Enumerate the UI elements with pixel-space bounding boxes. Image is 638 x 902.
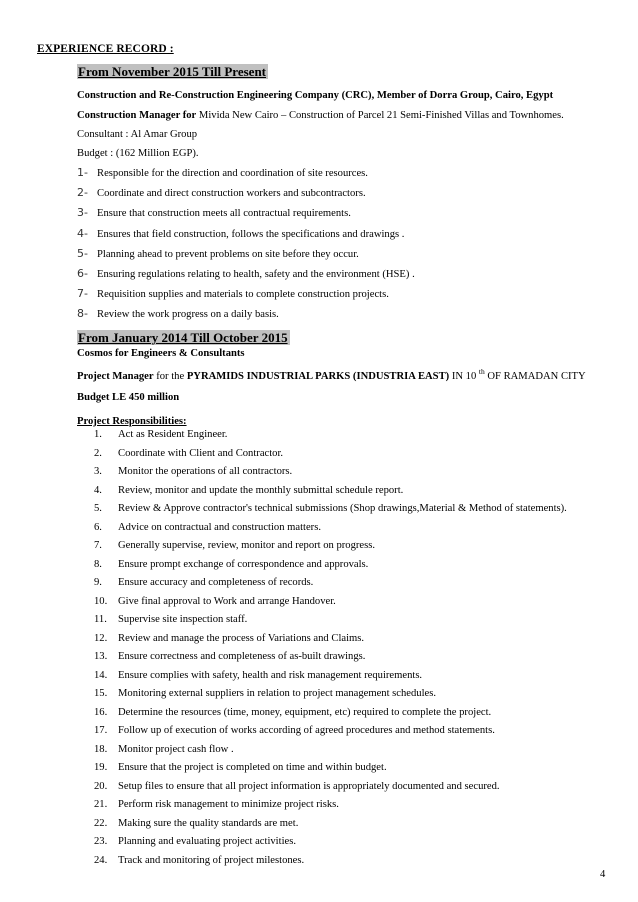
responsibility-number: 18. (94, 743, 108, 755)
duty-number: 4- (77, 226, 88, 240)
responsibility-item (94, 428, 227, 441)
duty-text: Requisition supplies and materials to complete construction projects. (97, 289, 389, 301)
job1-period: From November 2015 Till Present (78, 64, 266, 79)
duty-item (77, 307, 279, 321)
job2-period: From January 2014 Till October 2015 (78, 330, 288, 345)
responsibility-text: Monitor project cash flow . (118, 743, 234, 755)
responsibility-item (94, 780, 500, 793)
responsibility-number: 1. (94, 429, 102, 440)
responsibility-item (94, 743, 234, 756)
responsibility-number: 20. (94, 780, 108, 792)
responsibility-item (94, 484, 403, 497)
duty-item (77, 247, 359, 261)
responsibility-text: Act as Resident Engineer. (118, 429, 228, 440)
responsibility-number: 19. (94, 762, 108, 773)
responsibility-item (94, 669, 422, 682)
job2-role-title: Project Manager (77, 371, 154, 382)
duty-item (77, 166, 368, 180)
job2-resp-heading: Project Responsibilities: (77, 416, 187, 427)
job2-role-mid: for the (153, 371, 187, 382)
duty-number: 7- (77, 287, 88, 301)
duty-text: Ensuring regulations relating to health, safety and the environment (HSE) . (97, 269, 415, 280)
responsibility-text: Coordinate with Client and Contractor. (118, 447, 284, 459)
responsibility-number: 15. (94, 688, 108, 699)
responsibility-text: Track and monitoring of project milestones. (118, 854, 305, 866)
duty-item (77, 227, 404, 241)
responsibility-item (94, 854, 304, 867)
responsibility-item (94, 650, 365, 663)
responsibility-text: Advice on contractual and construction matters. (118, 521, 321, 533)
job2-role-in: IN 10 (449, 371, 479, 382)
responsibility-item (94, 798, 339, 811)
duty-text: Responsible for the direction and coordination of site resources. (97, 168, 368, 179)
responsibility-item (94, 521, 321, 534)
responsibility-text: Planning and evaluating project activities. (118, 836, 296, 847)
page-number: 4 (600, 869, 606, 880)
responsibility-number: 24. (94, 854, 108, 866)
responsibility-number: 6. (94, 521, 102, 533)
duty-number: 2- (77, 186, 88, 200)
job2-role-sup: th (478, 367, 485, 376)
job1-role-title: Construction Manager for (77, 110, 197, 121)
responsibility-item (94, 502, 567, 515)
responsibility-number: 2. (94, 447, 102, 459)
duty-text: Review the work progress on a daily basis. (97, 309, 279, 321)
responsibility-number: 21. (94, 799, 108, 810)
responsibility-item (94, 835, 296, 848)
responsibility-item (94, 576, 313, 589)
responsibility-item (94, 706, 491, 719)
responsibility-item (94, 447, 283, 460)
responsibility-number: 23. (94, 836, 108, 847)
responsibility-text: Ensure complies with safety, health and risk management requirements. (118, 669, 423, 681)
job2-company: Cosmos for Engineers & Consultants (77, 348, 245, 359)
responsibility-item (94, 724, 495, 737)
responsibility-item (94, 539, 375, 552)
responsibility-item (94, 817, 298, 830)
job1-budget: Budget : (162 Million EGP). (77, 148, 199, 159)
responsibility-text: Ensure accuracy and completeness of records. (118, 577, 314, 588)
responsibility-number: 4. (94, 484, 102, 496)
job2-budget: Budget LE 450 million (77, 392, 180, 403)
responsibility-text: Ensure correctness and completeness of as-built drawings. (118, 651, 366, 662)
responsibility-number: 17. (94, 725, 108, 736)
duty-text: Ensure that construction meets all contractual requirements. (97, 208, 351, 220)
responsibility-text: Monitor the operations of all contractors. (118, 466, 293, 477)
responsibility-number: 14. (94, 669, 108, 681)
job1-consultant: Consultant : Al Amar Group (77, 129, 198, 140)
duty-number: 5- (77, 246, 88, 260)
job1-role (77, 109, 564, 122)
job2-project-name: PYRAMIDS INDUSTRIAL PARKS (INDUSTRIA EAST) (186, 371, 450, 382)
responsibility-number: 7. (94, 540, 102, 551)
responsibility-number: 11. (94, 614, 107, 625)
duty-number: 8- (77, 307, 88, 321)
responsibility-item (94, 558, 368, 571)
responsibility-number: 9. (94, 577, 102, 588)
responsibility-text: Setup files to ensure that all project information is appropriately documented and secured. (118, 780, 500, 792)
responsibility-item (94, 761, 387, 774)
job2-role-end: OF RAMADAN CITY (484, 371, 586, 382)
responsibility-text: Determine the resources (time, money, equipment, etc) required to complete the project. (118, 706, 492, 718)
responsibility-item (94, 632, 364, 645)
duty-number: 1- (77, 166, 88, 179)
duty-item (77, 287, 389, 301)
responsibility-text: Review, monitor and update the monthly submittal schedule report. (118, 484, 404, 496)
duty-item (77, 206, 351, 220)
job1-role-project: Mivida New Cairo – Construction of Parcel 21 Semi-Finished Villas and Townhomes. (196, 110, 564, 121)
duty-number: 3- (77, 206, 88, 220)
responsibility-text: Give final approval to Work and arrange Handover. (118, 595, 336, 607)
responsibility-text: Generally supervise, review, monitor and report on progress. (118, 540, 376, 551)
responsibility-text: Monitoring external suppliers in relation to project management schedules. (118, 688, 437, 699)
responsibility-number: 16. (94, 706, 108, 718)
responsibility-number: 5. (94, 503, 102, 514)
duty-item (77, 267, 415, 281)
responsibility-text: Making sure the quality standards are met. (118, 817, 299, 829)
responsibility-text: Review and manage the process of Variations and Claims. (118, 632, 365, 644)
responsibility-text: Ensure prompt exchange of correspondence and approvals. (118, 558, 369, 570)
responsibility-text: Review & Approve contractor's technical submissions (Shop drawings,Material & Method of statements). (118, 503, 567, 514)
responsibility-text: Follow up of execution of works according of agreed procedures and method statements. (118, 725, 495, 736)
responsibility-item (94, 687, 436, 700)
responsibility-text: Supervise site inspection staff. (118, 614, 248, 625)
responsibility-number: 3. (94, 466, 102, 477)
job1-company: Construction and Re-Construction Engineering Company (CRC), Member of Dorra Group, Cairo, Egypt (77, 90, 554, 101)
experience-record-heading: EXPERIENCE RECORD : (37, 43, 174, 55)
duty-number: 6- (77, 267, 88, 280)
duty-text: Planning ahead to prevent problems on site before they occur. (97, 248, 359, 260)
responsibility-number: 12. (94, 632, 108, 644)
duty-text: Ensures that field construction, follows the specifications and drawings . (97, 228, 405, 240)
duty-text: Coordinate and direct construction workers and subcontractors. (97, 188, 366, 200)
responsibility-number: 8. (94, 558, 102, 570)
responsibility-number: 10. (94, 595, 108, 607)
responsibility-number: 22. (94, 817, 108, 829)
responsibility-item (94, 465, 292, 478)
job2-role (77, 367, 586, 383)
duty-item (77, 186, 366, 200)
responsibility-text: Ensure that the project is completed on time and within budget. (118, 762, 387, 773)
responsibility-item (94, 595, 336, 608)
responsibility-number: 13. (94, 651, 108, 662)
responsibility-item (94, 613, 247, 626)
responsibility-text: Perform risk management to minimize project risks. (118, 799, 339, 810)
